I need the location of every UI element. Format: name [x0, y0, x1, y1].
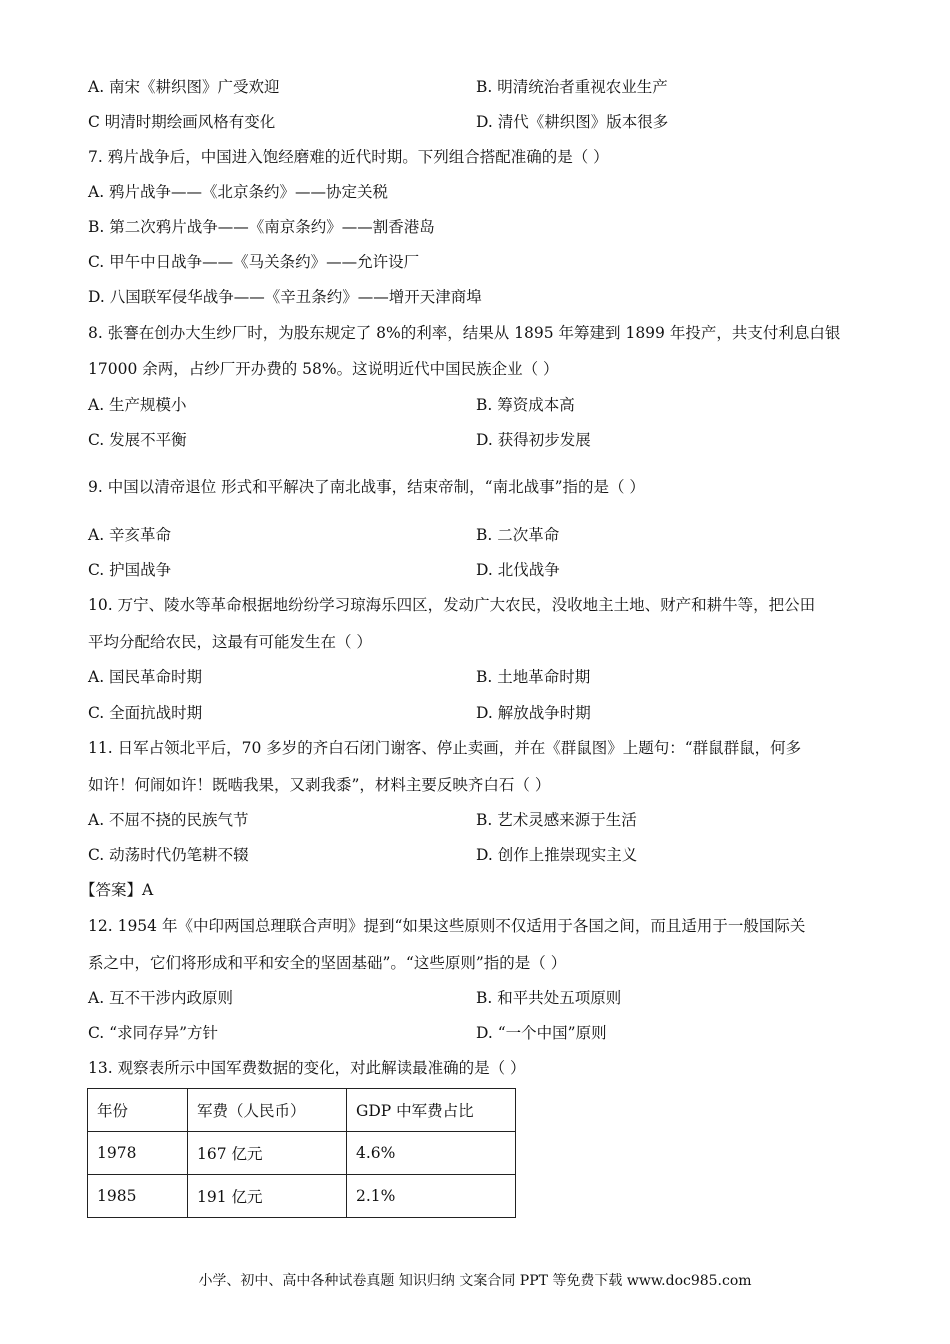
q12-stem-line2: 系之中，它们将形成和平和安全的坚固基础”。“这些原则”指的是（ ） — [88, 954, 567, 972]
q10-option-c: C. 全面抗战时期 — [88, 704, 203, 722]
table-cell: 4.6% — [347, 1132, 516, 1175]
q9-option-b: B. 二次革命 — [476, 526, 560, 544]
q6-option-a: A. 南宋《耕织图》广受欢迎 — [88, 78, 280, 96]
table-header-cell: 年份 — [88, 1089, 188, 1132]
table-cell: 1978 — [88, 1132, 188, 1175]
table-header-cell: 军费（人民币） — [188, 1089, 347, 1132]
table-header-row — [88, 1089, 516, 1132]
q7-option-d: D. 八国联军侵华战争——《辛丑条约》——增开天津商埠 — [88, 288, 482, 306]
q10-option-d: D. 解放战争时期 — [476, 704, 591, 722]
q12-option-d: D. “一个中国”原则 — [476, 1024, 607, 1042]
q12-option-b: B. 和平共处五项原则 — [476, 989, 622, 1007]
table-cell: 2.1% — [347, 1175, 516, 1218]
q11-option-b: B. 艺术灵感来源于生活 — [476, 811, 637, 829]
q7-option-c: C. 甲午中日战争——《马关条约》——允许设厂 — [88, 253, 420, 271]
q8-option-b: B. 筹资成本高 — [476, 396, 575, 414]
q10-stem-line2: 平均分配给农民，这最有可能发生在（ ） — [88, 633, 372, 651]
q6-option-c: C 明清时期绘画风格有变化 — [88, 113, 276, 131]
q8-stem-line1: 8. 张謇在创办大生纱厂时，为股东规定了 8%的利率，结果从 1895 年筹建到 1899 年投产，共支付利息白银 — [88, 324, 841, 342]
table-row — [88, 1132, 516, 1175]
q6-option-d: D. 清代《耕织图》版本很多 — [476, 113, 669, 131]
q9-stem: 9. 中国以清帝退位 形式和平解决了南北战事，结束帝制，“南北战事”指的是（ ） — [88, 478, 645, 496]
q12-option-c: C. “求同存异”方针 — [88, 1024, 219, 1042]
q6-option-b: B. 明清统治者重视农业生产 — [476, 78, 668, 96]
q7-stem: 7. 鸦片战争后，中国进入饱经磨难的近代时期。下列组合搭配准确的是（ ） — [88, 148, 609, 166]
q7-option-a: A. 鸦片战争——《北京条约》——协定关税 — [88, 183, 389, 201]
q7-option-b: B. 第二次鸦片战争——《南京条约》——割香港岛 — [88, 218, 435, 236]
q11-stem-line1: 11. 日军占领北平后，70 多岁的齐白石闭门谢客、停止卖画，并在《群鼠图》上题句：“群鼠群鼠，何多 — [88, 739, 802, 757]
q11-option-c: C. 动荡时代仍笔耕不辍 — [88, 846, 249, 864]
q10-option-a: A. 国民革命时期 — [88, 668, 203, 686]
q8-option-d: D. 获得初步发展 — [476, 431, 591, 449]
q9-option-a: A. 辛亥革命 — [88, 526, 172, 544]
table-cell: 167 亿元 — [188, 1132, 347, 1175]
page-footer: 小学、初中、高中各种试卷真题 知识归纳 文案合同 PPT 等免费下载 www.doc985.com — [198, 1273, 752, 1289]
q10-option-b: B. 土地革命时期 — [476, 668, 591, 686]
q11-stem-line2: 如许！何闹如许！既啮我果，又剥我黍”，材料主要反映齐白石（ ） — [88, 776, 551, 794]
military-spending-table — [87, 1088, 516, 1218]
q12-option-a: A. 互不干涉内政原则 — [88, 989, 234, 1007]
q9-option-d: D. 北伐战争 — [476, 561, 560, 579]
q10-stem-line1: 10. 万宁、陵水等革命根据地纷纷学习琼海乐四区，发动广大农民，没收地主土地、财产和耕牛等，把公田 — [88, 596, 816, 614]
q9-option-c: C. 护国战争 — [88, 561, 172, 579]
q12-stem-line1: 12. 1954 年《中印两国总理联合声明》提到“如果这些原则不仅适用于各国之间，而且适用于一般国际关 — [88, 917, 806, 935]
q8-stem-line2: 17000 余两，占纱厂开办费的 58%。这说明近代中国民族企业（ ） — [88, 360, 559, 378]
q11-option-d: D. 创作上推崇现实主义 — [476, 846, 638, 864]
table-header-cell: GDP 中军费占比 — [347, 1089, 516, 1132]
q8-option-a: A. 生产规模小 — [88, 396, 187, 414]
q8-option-c: C. 发展不平衡 — [88, 431, 187, 449]
q11-answer: 【答案】A — [80, 881, 154, 899]
q13-stem: 13. 观察表所示中国军费数据的变化，对此解读最准确的是（ ） — [88, 1059, 526, 1077]
table-row — [88, 1175, 516, 1218]
table-cell: 191 亿元 — [188, 1175, 347, 1218]
table-cell: 1985 — [88, 1175, 188, 1218]
q11-option-a: A. 不屈不挠的民族气节 — [88, 811, 249, 829]
